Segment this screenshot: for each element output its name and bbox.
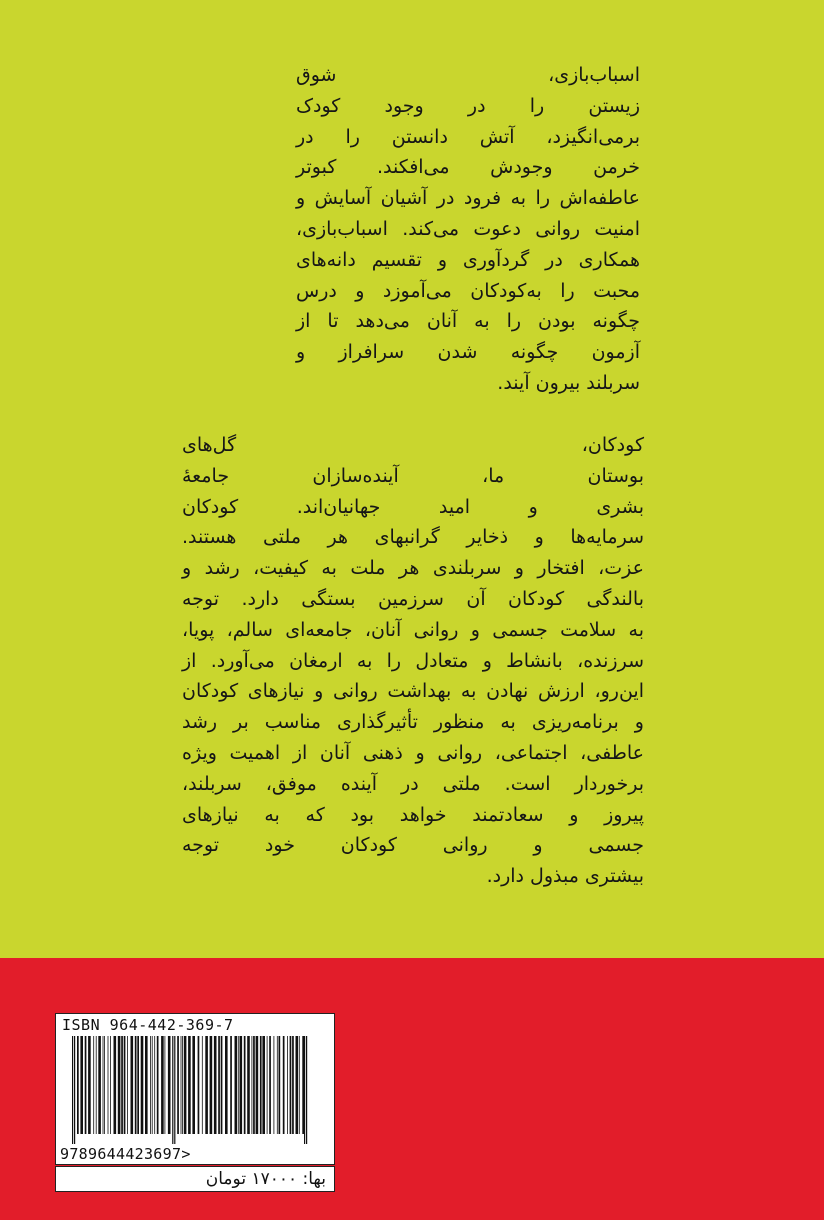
- paragraph-line: محبت را به‌کودکان می‌آموزد و درس: [296, 279, 640, 302]
- paragraph-line: برخوردار است. ملتی در آینده موفق، سربلند،: [182, 772, 644, 795]
- paragraph-line: امنیت روانی دعوت می‌کند. اسباب‌بازی،: [296, 217, 640, 240]
- paragraph-line: و برنامه‌ریزی به منظور تأثیرگذاری مناسب بر رشد: [182, 711, 644, 734]
- barcode-icon: [70, 1036, 310, 1144]
- paragraph-line: اسباب‌بازی، شوق: [296, 64, 640, 86]
- paragraph-line: عاطفی، اجتماعی، روانی و ذهنی آنان از اهمیت ویژه: [182, 741, 644, 764]
- back-cover-paragraph-toys: [296, 60, 640, 399]
- paragraph-line: سربلند بیرون آیند.: [497, 371, 640, 394]
- paragraph-line: بشری و امید جهانیان‌اند. کودکان: [182, 495, 644, 518]
- paragraph-line: به سلامت جسمی و روانی آنان، جامعه‌ای سالم، پویا،: [182, 618, 644, 641]
- paragraph-line: عاطفه‌اش را به فرود در آشیان آسایش و: [296, 187, 640, 210]
- paragraph-line: پیروز و سعادتمند خواهد بود که به نیازهای: [182, 803, 644, 826]
- isbn-barcode-box: [55, 1013, 335, 1165]
- paragraph-line: همکاری در گردآوری و تقسیم دانه‌های: [296, 248, 640, 271]
- paragraph-line: بالندگی کودکان آن سرزمین بستگی دارد. توجه: [182, 587, 644, 610]
- barcode-digits: 9789644423697>: [60, 1145, 191, 1163]
- paragraph-line: کودکان، گل‌های: [182, 434, 644, 456]
- paragraph-line: زیستن را در وجود کودک: [296, 94, 640, 117]
- paragraph-line: جسمی و روانی کودکان خود توجه: [182, 834, 644, 857]
- price-label: بها: ۱۷۰۰۰ تومان: [55, 1166, 335, 1192]
- paragraph-line: برمی‌انگیزد، آتش دانستن را در: [296, 125, 640, 148]
- isbn-label: ISBN 964-442-369-7: [62, 1016, 234, 1034]
- paragraph-line: عزت، افتخار و سربلندی هر ملت به کیفیت، رشد و: [182, 557, 644, 580]
- paragraph-line: سرمایه‌ها و ذخایر گرانبهای هر ملتی هستند.: [182, 526, 644, 549]
- paragraph-line: بیشتری مبذول دارد.: [486, 865, 644, 888]
- paragraph-line: بوستان ما، آینده‌سازان جامعهٔ: [182, 464, 644, 487]
- paragraph-line: این‌رو، ارزش نهادن به بهداشت روانی و نیازهای کودکان: [182, 680, 644, 703]
- paragraph-line: خرمن وجودش می‌افکند. کبوتر: [296, 156, 640, 179]
- paragraph-line: سرزنده، بانشاط و متعادل را به ارمغان می‌آورد. از: [182, 649, 644, 672]
- back-cover-paragraph-children: [182, 430, 644, 892]
- paragraph-line: چگونه بودن را به آنان می‌دهد تا از: [296, 310, 640, 333]
- paragraph-line: آزمون چگونه شدن سرافراز و: [296, 341, 640, 364]
